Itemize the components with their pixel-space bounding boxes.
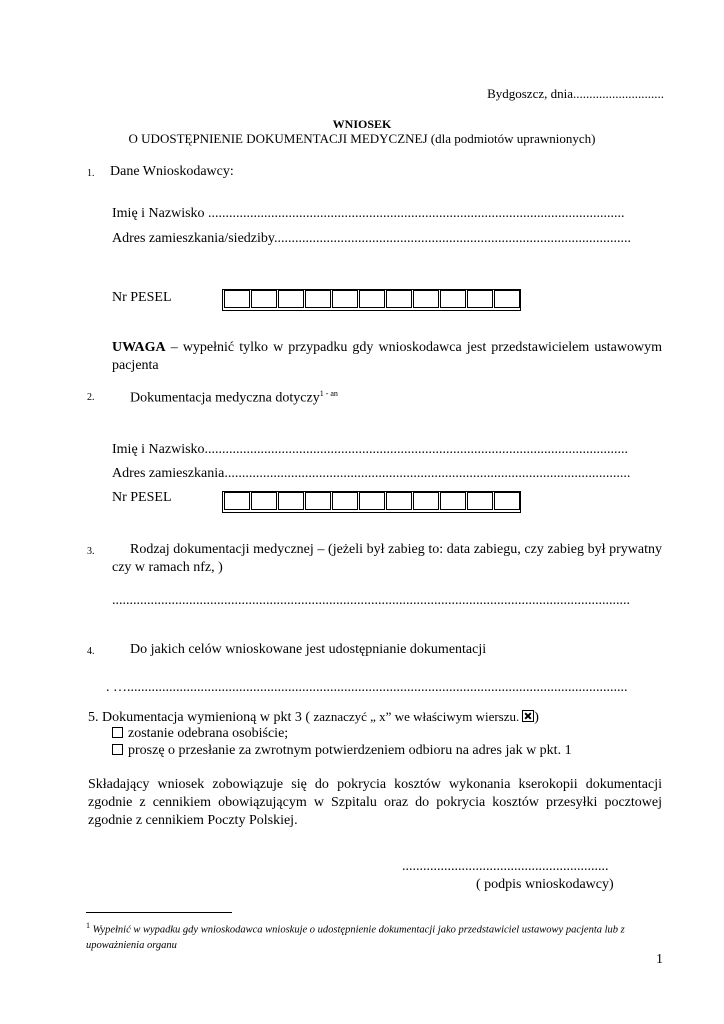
- documentation-type-field[interactable]: ....................................................................................................................................................: [112, 593, 630, 608]
- pesel-digit[interactable]: [467, 290, 493, 308]
- section1-heading: Dane Wnioskodawcy:: [110, 164, 234, 179]
- footnote-text: Wypełnić w wypadku gdy wnioskodawca wnioskuje o udostępnienie dokumentacji jako przedstawiciel ustawowy pacjenta lub z upoważnienia organu: [86, 924, 625, 951]
- option-mail-label: proszę o przesłanie za zwrotnym potwierdzeniem odbioru na adres jak w pkt. 1: [128, 743, 572, 758]
- section1-number: 1.: [87, 168, 95, 179]
- checkbox-icon[interactable]: [112, 727, 123, 738]
- pesel-digit[interactable]: [251, 492, 277, 510]
- pesel-digit[interactable]: [278, 492, 304, 510]
- pesel-digit[interactable]: [413, 492, 439, 510]
- option-mail[interactable]: [112, 743, 572, 759]
- section2-heading-text: Dokumentacja medyczna dotyczy: [130, 390, 320, 406]
- pesel-digit[interactable]: [467, 492, 493, 510]
- footnote-ref: 1 - an: [319, 389, 338, 398]
- applicant-address-field[interactable]: Adres zamieszkania/siedziby......................................................................................................: [112, 231, 631, 246]
- pesel-digit[interactable]: [251, 290, 277, 308]
- section5-close: ): [534, 710, 539, 725]
- section2-number: 2.: [87, 392, 95, 403]
- pesel-digit[interactable]: [359, 492, 385, 510]
- pesel-digit[interactable]: [332, 290, 358, 308]
- pesel-digit[interactable]: [278, 290, 304, 308]
- patient-name-field[interactable]: Imię i Nazwisko.........................................................................................................................: [112, 442, 629, 457]
- option-pickup[interactable]: [112, 726, 288, 742]
- pesel-digit[interactable]: [440, 290, 466, 308]
- patient-pesel-label: Nr PESEL: [112, 490, 172, 505]
- section1-note: [112, 339, 662, 375]
- section4-text: Do jakich celów wnioskowane jest udostępnianie dokumentacji: [130, 642, 487, 657]
- section5-heading: [88, 709, 539, 726]
- footnote-divider: [86, 912, 232, 913]
- pesel-digit[interactable]: [332, 492, 358, 510]
- pesel-digit[interactable]: [413, 290, 439, 308]
- purpose-field[interactable]: . …...............................................................................................................................................: [106, 680, 628, 695]
- document-title: WNIOSEK: [332, 117, 392, 131]
- option-pickup-label: zostanie odebrana osobiście;: [128, 726, 289, 741]
- note-text: – wypełnić tylko w przypadku gdy wnioskodawca jest przedstawicielem ustawowym pacjenta: [112, 340, 662, 373]
- x-checkbox-icon: [522, 710, 534, 722]
- pesel-digit[interactable]: [224, 492, 250, 510]
- pesel-digit[interactable]: [386, 290, 412, 308]
- applicant-pesel-label: Nr PESEL: [112, 290, 172, 305]
- section3-text: Rodzaj dokumentacji medycznej – (jeżeli był zabieg to: data zabiegu, czy zabieg był prywatny czy w ramach nfz, ): [112, 542, 662, 575]
- page-number: 1: [656, 952, 663, 967]
- applicant-pesel-boxes[interactable]: [222, 289, 521, 311]
- checkbox-icon[interactable]: [112, 744, 123, 755]
- patient-address-field[interactable]: Adres zamieszkania....................................................................................................................: [112, 466, 631, 481]
- declaration-text: Składający wniosek zobowiązuje się do pokrycia kosztów wykonania kserokopii dokumentacji zgodnie z cennikiem obowiązującym w Szpitalu oraz do pokrycia kosztów przesyłki pocztowej zgodnie z cennikiem Poczty Polskiej.: [88, 777, 662, 828]
- signature-line[interactable]: ...........................................................: [402, 859, 609, 874]
- place-date: Bydgoszcz, dnia............................: [487, 86, 664, 101]
- pesel-digit[interactable]: [494, 290, 520, 308]
- section3-number: 3.: [87, 546, 95, 557]
- applicant-name-field[interactable]: Imię i Nazwisko .......................................................................................................................: [112, 206, 625, 221]
- pesel-digit[interactable]: [494, 492, 520, 510]
- section2-heading: [130, 389, 338, 407]
- pesel-digit[interactable]: [440, 492, 466, 510]
- pesel-digit[interactable]: [305, 492, 331, 510]
- section5-instruction: zaznaczyć „ x” we właściwym wierszu.: [313, 709, 520, 724]
- pesel-digit[interactable]: [305, 290, 331, 308]
- pesel-digit[interactable]: [359, 290, 385, 308]
- document-subtitle: O UDOSTĘPNIENIE DOKUMENTACJI MEDYCZNEJ (dla podmiotów uprawnionych): [128, 131, 596, 146]
- footnote-marker: 1: [86, 921, 90, 930]
- section5-lead: 5. Dokumentacja wymienioną w pkt 3 (: [88, 710, 314, 725]
- note-warning-label: UWAGA: [112, 340, 166, 355]
- patient-pesel-boxes[interactable]: [222, 491, 521, 513]
- pesel-digit[interactable]: [224, 290, 250, 308]
- footnote: [86, 918, 656, 953]
- section4-number: 4.: [87, 646, 95, 657]
- pesel-digit[interactable]: [386, 492, 412, 510]
- signature-label: ( podpis wnioskodawcy): [476, 877, 614, 892]
